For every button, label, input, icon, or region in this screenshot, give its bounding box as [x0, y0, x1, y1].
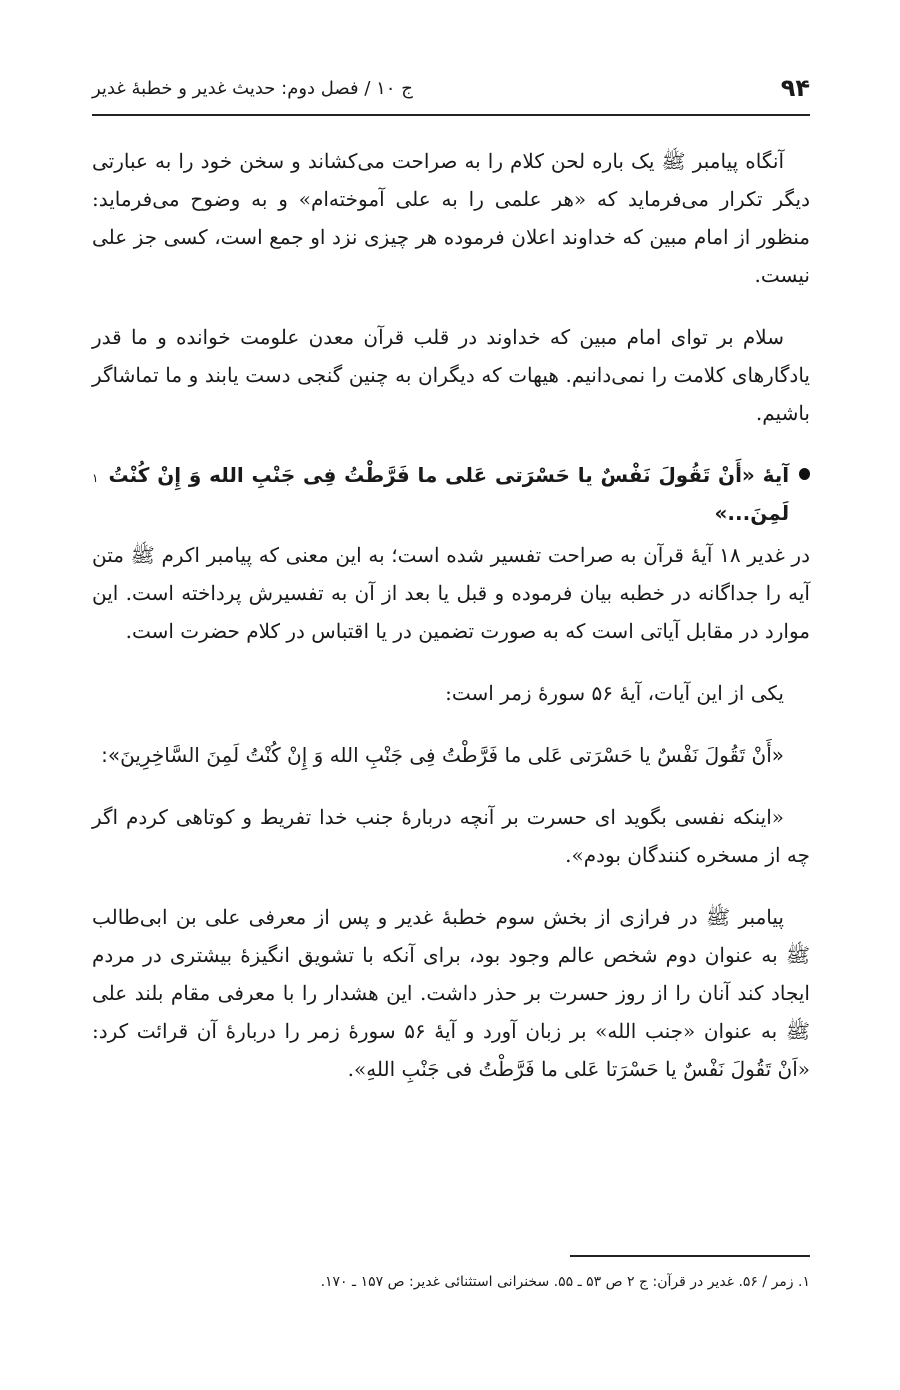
footnote-divider — [570, 1255, 810, 1257]
verse-section-paragraph: در غدیر ۱۸ آیۀ قرآن به صراحت تفسیر شده است؛ به این معنی که پیامبر اکرم ﷺ متن آیه را جداگانه در خطبه بیان فرموده و قبل یا بعد از آن به تفسیرش پرداخته است. این موارد در مقابل آیاتی است که به صورت تضمین در یا اقتباس در کلام حضرت است. — [92, 543, 810, 643]
page-number: ۹۴ — [780, 74, 810, 102]
verse-intro: یکی از این آیات، آیۀ ۵۶ سورۀ زمر است: — [445, 681, 784, 705]
running-title: ج ۱۰ / فصل دوم: حدیث غدیر و خطبۀ غدیر — [92, 77, 413, 99]
verse-translation: «اینکه نفسی بگوید ای حسرت بر آنچه دربارۀ جنب خدا تفریط و کوتاهی کردم اگر چه از مسخره کنندگان بودم». — [92, 805, 810, 867]
footnote: ۱. زمر / ۵۶. غدیر در قرآن: ج ۲ ص ۵۳ ـ ۵۵. سخنرانی استثنائی غدیر: ص ۱۵۷ ـ ۱۷۰. — [320, 1274, 810, 1290]
final-paragraph: پیامبر ﷺ در فرازی از بخش سوم خطبۀ غدیر و پس از معرفی علی بن ابی‌طالب ﷺ به عنوان دوم شخص عالم وجود بود، برای آنکه با تشویق انگیزۀ بیشتری در مردم ایجاد کند آنان را از روز حسرت بر حذر داشت. این هشدار را با معرفی مقام بلند علی ﷺ به عنوان «جنب الله» بر زبان آورد و آیۀ ۵۶ سورۀ زمر را دربارۀ آن قرائت کرد: «اَنْ تَقُولَ نَفْسٌ یا حَسْرَتا عَلی ما فَرَّطْتُ فی جَنْبِ اللهِ». — [92, 905, 811, 1081]
header-divider — [92, 114, 810, 116]
bullet-icon — [799, 468, 810, 480]
page-body — [92, 142, 810, 1112]
verse-section-heading — [92, 456, 810, 532]
quran-verse: «أَنْ تَقُولَ نَفْسٌ یا حَسْرَتی عَلی ما فَرَّطْتُ فِی جَنْبِ الله وَ إِنْ کُنْتُ لَمِنَ السَّاخِرِینَ»: — [101, 743, 784, 767]
paragraph-1: آنگاه پیامبر ﷺ یک باره لحن کلام را به صراحت می‌کشاند و سخن خود را به عبارتی دیگر تکرار می‌فرماید که «هر علمی را به علی آموخته‌ام» و به وضوح می‌فرماید: منظور از امام مبین که خداوند اعلان فرموده هر چیزی نزد او جمع است، کسی جز علی نیست. — [92, 149, 810, 287]
paragraph-2: سلام بر توای امام مبین که خداوند در قلب قرآن معدن علومت خوانده و ما قدر یادگارهای کلامت را نمی‌دانیم. هیهات که دیگران به چنین گنجی دست یابند و ما تماشاگر باشیم. — [92, 325, 810, 425]
page-header — [92, 68, 810, 108]
footnote-reference[interactable]: ۱ — [92, 471, 99, 485]
verse-heading-text: آیۀ «أَنْ تَقُولَ نَفْسٌ یا حَسْرَتی عَلی ما فَرَّطْتُ فِی جَنْبِ الله وَ إِنْ کُنْتُ لَمِنَ...» — [108, 463, 790, 525]
